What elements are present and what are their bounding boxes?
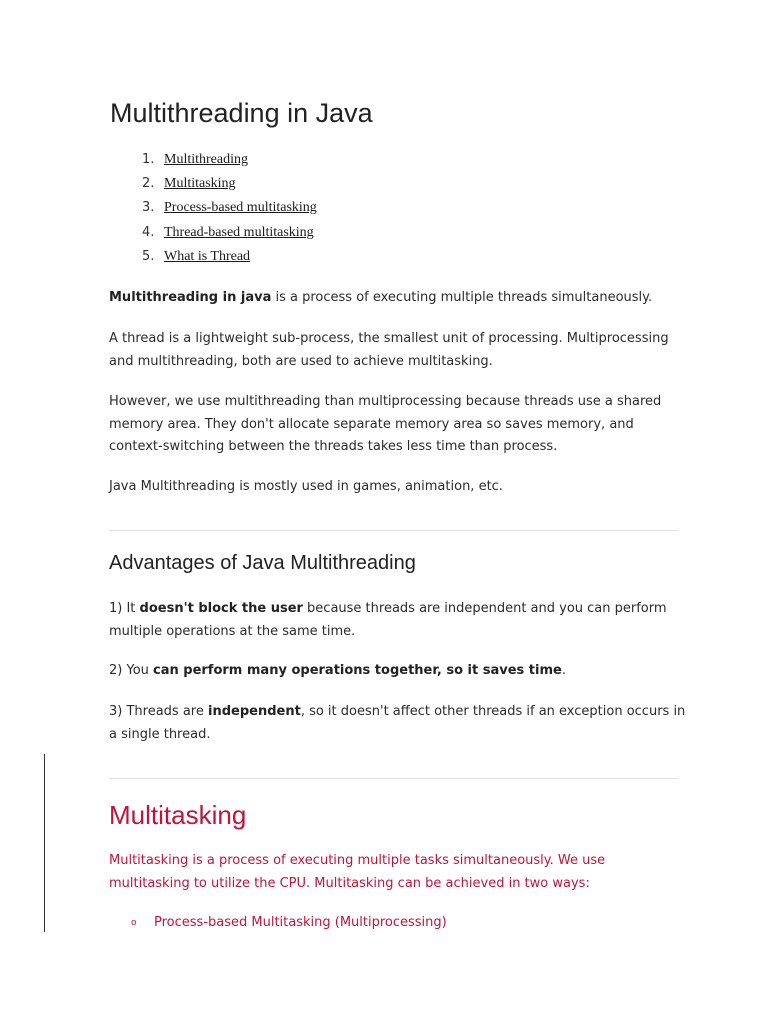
- toc-link-multitasking[interactable]: Multitasking: [164, 176, 236, 192]
- toc-link-multithreading[interactable]: Multithreading: [164, 152, 248, 167]
- advantage-3-bold: independent: [208, 704, 301, 719]
- usage-paragraph: Java Multithreading is mostly used in games, animation, etc.: [109, 479, 503, 494]
- toc-item: [110, 223, 317, 247]
- page-title: Multithreading in Java: [110, 98, 373, 128]
- intro-bold: Multithreading in java: [109, 290, 272, 305]
- intro-rest: is a process of executing multiple threads simultaneously.: [271, 290, 653, 305]
- bullet-icon: o: [131, 918, 137, 928]
- advantage-2-post: .: [561, 663, 566, 678]
- toc-number: 3.: [142, 200, 155, 216]
- multitasking-heading: Multitasking: [109, 800, 247, 830]
- toc-number: 5.: [142, 248, 155, 264]
- advantage-3-post: , so it doesn't affect other threads if an exception occurs in a single thread.: [109, 704, 686, 742]
- toc-number: 2.: [142, 176, 155, 192]
- advantage-item-3: [109, 701, 689, 746]
- toc-number: 1.: [142, 152, 155, 167]
- advantages-heading: Advantages of Java Multithreading: [109, 552, 416, 574]
- thread-paragraph: A thread is a lightweight sub-process, the smallest unit of processing. Multiprocessing and multithreading, both are used to achieve multitasking.: [109, 331, 669, 369]
- however-paragraph: However, we use multithreading than multiprocessing because threads use a shared memory area. They don't allocate separate memory area so saves memory, and context-switching between the threads takes less time than process.: [109, 394, 662, 454]
- toc-item: [110, 174, 317, 198]
- advantage-1-pre: 1) It: [109, 601, 140, 616]
- margin-line: [44, 754, 45, 932]
- advantage-item-1: [109, 598, 689, 643]
- multitasking-paragraph: Multitasking is a process of executing multiple tasks simultaneously. We use multitasking to utilize the CPU. Multitasking can be achieved in two ways:: [109, 853, 606, 891]
- toc-link-thread-based[interactable]: Thread-based multitasking: [164, 224, 314, 240]
- toc-link-process-based[interactable]: Process-based multitasking: [164, 200, 317, 216]
- toc-link-what-is-thread[interactable]: What is Thread: [164, 248, 251, 264]
- toc-item: [110, 198, 317, 222]
- divider: [109, 778, 678, 779]
- advantage-2-pre: 2) You: [109, 663, 154, 678]
- intro-paragraph: [109, 287, 689, 310]
- advantage-item-2: [109, 660, 689, 683]
- divider: [109, 530, 678, 531]
- toc-number: 4.: [142, 224, 155, 240]
- multitasking-list: [131, 912, 447, 934]
- advantage-2-bold: can perform many operations together, so it saves time: [153, 663, 562, 678]
- advantage-1-bold: doesn't block the user: [139, 601, 303, 616]
- advantage-3-pre: 3) Threads are: [109, 704, 208, 719]
- toc-item: [110, 150, 317, 174]
- toc-item: [110, 247, 317, 271]
- list-item-label: Process-based Multitasking (Multiprocessing): [154, 915, 447, 930]
- advantage-1-post: because threads are independent and you can perform multiple operations at the same time.: [109, 601, 667, 639]
- table-of-contents: [110, 150, 317, 271]
- list-item: [131, 912, 447, 934]
